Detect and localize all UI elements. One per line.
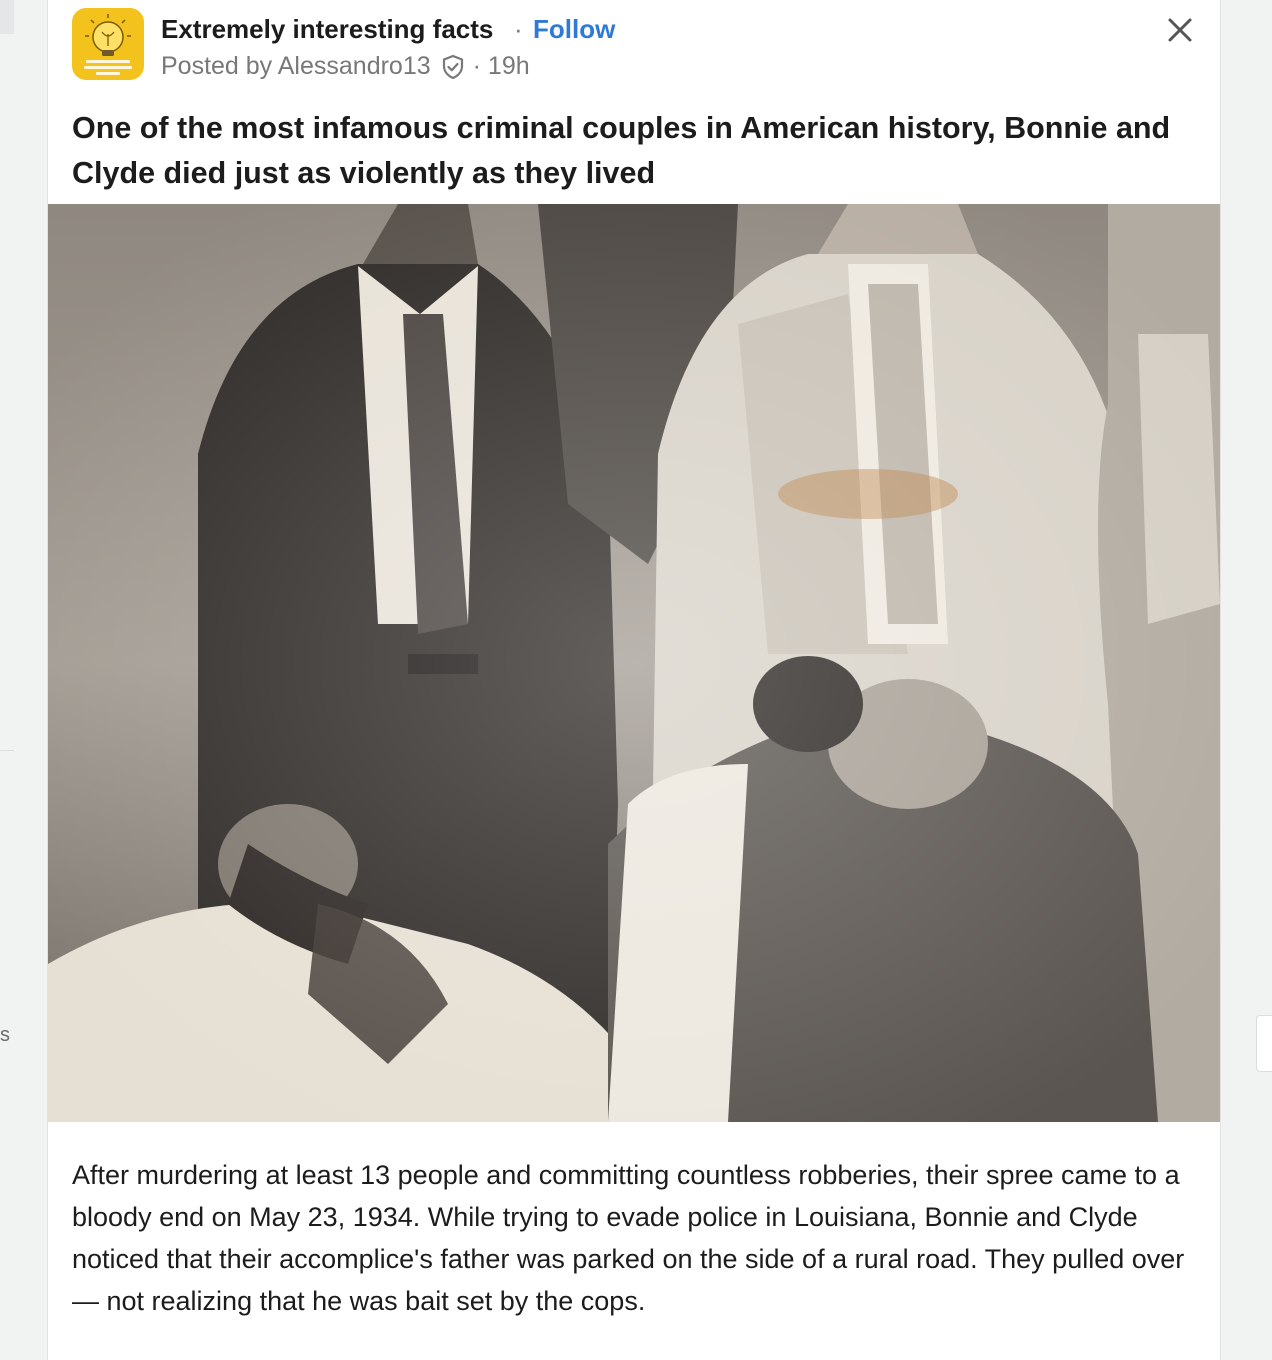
post-image[interactable]: [48, 204, 1220, 1122]
shield-check-icon: [441, 54, 465, 80]
follow-button[interactable]: Follow: [533, 14, 616, 44]
lightbulb-icon: [72, 8, 144, 80]
left-edge-divider: [0, 750, 14, 751]
posted-by[interactable]: Posted by Alessandro13: [161, 52, 431, 80]
right-page-edge: [1222, 0, 1272, 1360]
left-edge-stub: [0, 0, 14, 34]
post-card: [47, 0, 1221, 1360]
post-title[interactable]: One of the most infamous criminal couples in American history, Bonnie and Clyde died just as violently as they lived: [72, 111, 1171, 190]
post-time: · 19h: [472, 52, 530, 80]
close-button[interactable]: [1162, 12, 1198, 48]
close-icon: [1167, 17, 1193, 43]
left-page-edge: [0, 0, 14, 1360]
header-separator: ·: [514, 14, 523, 44]
sepia-photograph: [48, 204, 1220, 1122]
community-name[interactable]: Extremely interesting facts: [161, 14, 494, 44]
post-meta: [161, 52, 530, 81]
community-avatar[interactable]: [72, 8, 144, 80]
avatar-logo-text: [84, 60, 132, 75]
post-body: After murdering at least 13 people and committing countless robberies, their spree came to a bloody end on May 23, 1934. While trying to evade police in Louisiana, Bonnie and Clyde noticed that their accomplice's father was parked on the side of a rural road. They pulled over — not realizing that he was bait set by the cops.: [72, 1160, 1185, 1316]
left-edge-glyph: s: [0, 1024, 10, 1046]
right-edge-panel: [1256, 1015, 1272, 1072]
